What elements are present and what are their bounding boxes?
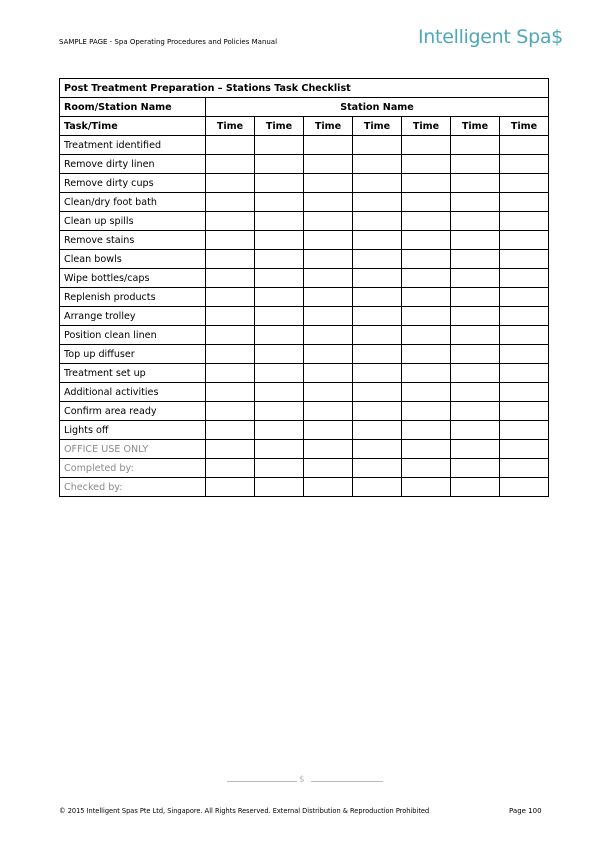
office-use-cell[interactable]	[255, 459, 304, 478]
page-number: Page 100	[509, 807, 542, 815]
time-entry-cell[interactable]	[500, 345, 549, 364]
time-entry-cell[interactable]	[206, 421, 255, 440]
time-entry-cell[interactable]	[206, 307, 255, 326]
time-entry-cell[interactable]	[451, 212, 500, 231]
time-entry-cell[interactable]	[304, 326, 353, 345]
time-entry-cell[interactable]	[206, 326, 255, 345]
table-row	[60, 478, 549, 497]
time-entry-cell[interactable]	[402, 383, 451, 402]
checklist-body	[60, 136, 549, 497]
time-entry-cell[interactable]	[304, 250, 353, 269]
office-use-cell[interactable]	[206, 478, 255, 497]
task-label: Treatment identified	[60, 136, 206, 155]
time-entry-cell[interactable]	[451, 421, 500, 440]
footer-divider-right	[311, 781, 383, 782]
table-row	[60, 193, 549, 212]
office-use-cell[interactable]	[255, 478, 304, 497]
station-name-header: Station Name	[206, 98, 549, 117]
time-entry-cell[interactable]	[402, 288, 451, 307]
office-use-cell[interactable]	[255, 440, 304, 459]
time-entry-cell[interactable]	[451, 193, 500, 212]
task-label: Lights off	[60, 421, 206, 440]
copyright-notice: © 2015 Intelligent Spas Pte Ltd, Singapore. All Rights Reserved. External Distribution & Reproduction Prohibited	[59, 807, 430, 815]
time-entry-cell[interactable]	[451, 402, 500, 421]
table-row	[60, 383, 549, 402]
office-use-cell[interactable]	[353, 478, 402, 497]
time-entry-cell[interactable]	[500, 364, 549, 383]
time-entry-cell[interactable]	[255, 307, 304, 326]
time-entry-cell[interactable]	[255, 250, 304, 269]
task-label: Replenish products	[60, 288, 206, 307]
table-row	[60, 288, 549, 307]
table-row	[60, 174, 549, 193]
time-entry-cell[interactable]	[206, 231, 255, 250]
time-entry-cell[interactable]	[353, 364, 402, 383]
time-entry-cell[interactable]	[304, 421, 353, 440]
office-use-cell[interactable]	[500, 478, 549, 497]
time-entry-cell[interactable]	[304, 269, 353, 288]
time-entry-cell[interactable]	[206, 383, 255, 402]
time-entry-cell[interactable]	[255, 364, 304, 383]
time-entry-cell[interactable]	[500, 212, 549, 231]
time-entry-cell[interactable]	[402, 307, 451, 326]
time-entry-cell[interactable]	[451, 269, 500, 288]
time-entry-cell[interactable]	[304, 231, 353, 250]
time-entry-cell[interactable]	[304, 174, 353, 193]
time-entry-cell[interactable]	[206, 193, 255, 212]
office-use-cell[interactable]	[402, 440, 451, 459]
table-row	[60, 326, 549, 345]
task-label: Clean up spills	[60, 212, 206, 231]
time-entry-cell[interactable]	[451, 155, 500, 174]
time-entry-cell[interactable]	[255, 231, 304, 250]
task-label: Additional activities	[60, 383, 206, 402]
time-column-header: Time	[402, 117, 451, 136]
time-entry-cell[interactable]	[451, 136, 500, 155]
time-entry-cell[interactable]	[402, 250, 451, 269]
task-label: Clean bowls	[60, 250, 206, 269]
office-use-cell[interactable]	[206, 459, 255, 478]
time-entry-cell[interactable]	[206, 174, 255, 193]
time-entry-cell[interactable]	[304, 402, 353, 421]
time-entry-cell[interactable]	[206, 364, 255, 383]
time-entry-cell[interactable]	[353, 136, 402, 155]
table-row	[60, 364, 549, 383]
table-row	[60, 269, 549, 288]
table-row	[60, 155, 549, 174]
table-row	[60, 440, 549, 459]
time-entry-cell[interactable]	[500, 193, 549, 212]
task-label: Treatment set up	[60, 364, 206, 383]
time-entry-cell[interactable]	[353, 193, 402, 212]
time-entry-cell[interactable]	[402, 212, 451, 231]
time-entry-cell[interactable]	[500, 307, 549, 326]
office-use-cell[interactable]	[500, 459, 549, 478]
checklist-title-row	[60, 79, 549, 98]
time-entry-cell[interactable]	[402, 193, 451, 212]
time-entry-cell[interactable]	[353, 383, 402, 402]
time-entry-cell[interactable]	[353, 155, 402, 174]
table-row	[60, 250, 549, 269]
time-entry-cell[interactable]	[402, 345, 451, 364]
time-column-header: Time	[304, 117, 353, 136]
time-entry-cell[interactable]	[353, 345, 402, 364]
dollar-icon: $	[299, 775, 305, 785]
time-entry-cell[interactable]	[451, 288, 500, 307]
time-column-header: Time	[206, 117, 255, 136]
time-entry-cell[interactable]	[500, 250, 549, 269]
time-entry-cell[interactable]	[255, 383, 304, 402]
table-row	[60, 345, 549, 364]
time-entry-cell[interactable]	[500, 231, 549, 250]
time-entry-cell[interactable]	[304, 345, 353, 364]
time-entry-cell[interactable]	[402, 326, 451, 345]
office-use-cell[interactable]	[304, 478, 353, 497]
checklist-title: Post Treatment Preparation – Stations Task Checklist	[60, 79, 549, 98]
time-entry-cell[interactable]	[451, 326, 500, 345]
time-entry-cell[interactable]	[353, 421, 402, 440]
time-entry-cell[interactable]	[402, 269, 451, 288]
time-entry-cell[interactable]	[500, 136, 549, 155]
stations-task-checklist	[59, 78, 549, 497]
time-column-header: Time	[451, 117, 500, 136]
office-use-cell[interactable]	[304, 440, 353, 459]
table-row	[60, 459, 549, 478]
time-entry-cell[interactable]	[353, 250, 402, 269]
task-label: Arrange trolley	[60, 307, 206, 326]
time-entry-cell[interactable]	[451, 231, 500, 250]
time-entry-cell[interactable]	[206, 269, 255, 288]
room-station-label: Room/Station Name	[60, 98, 206, 117]
time-entry-cell[interactable]	[402, 136, 451, 155]
table-row	[60, 212, 549, 231]
office-use-label: OFFICE USE ONLY	[60, 440, 206, 459]
task-label: Position clean linen	[60, 326, 206, 345]
footer-divider-left	[227, 781, 297, 782]
time-entry-cell[interactable]	[500, 326, 549, 345]
task-label: Wipe bottles/caps	[60, 269, 206, 288]
office-use-cell[interactable]	[451, 440, 500, 459]
time-entry-cell[interactable]	[402, 231, 451, 250]
time-entry-cell[interactable]	[255, 155, 304, 174]
time-entry-cell[interactable]	[304, 307, 353, 326]
time-entry-cell[interactable]	[500, 174, 549, 193]
time-entry-cell[interactable]	[500, 383, 549, 402]
time-entry-cell[interactable]	[255, 269, 304, 288]
office-use-cell[interactable]	[500, 440, 549, 459]
time-entry-cell[interactable]	[255, 345, 304, 364]
task-label: Clean/dry foot bath	[60, 193, 206, 212]
time-entry-cell[interactable]	[353, 269, 402, 288]
table-row	[60, 307, 549, 326]
time-entry-cell[interactable]	[353, 231, 402, 250]
company-logo: Intelligent Spa$	[418, 26, 563, 48]
time-entry-cell[interactable]	[255, 402, 304, 421]
time-entry-cell[interactable]	[304, 383, 353, 402]
time-entry-cell[interactable]	[500, 155, 549, 174]
time-entry-cell[interactable]	[500, 288, 549, 307]
time-entry-cell[interactable]	[206, 250, 255, 269]
room-station-row	[60, 98, 549, 117]
time-entry-cell[interactable]	[353, 402, 402, 421]
task-label: Remove stains	[60, 231, 206, 250]
time-entry-cell[interactable]	[206, 155, 255, 174]
document-header: SAMPLE PAGE - Spa Operating Procedures and Policies Manual	[59, 38, 278, 46]
time-entry-cell[interactable]	[451, 307, 500, 326]
time-entry-cell[interactable]	[304, 364, 353, 383]
time-entry-cell[interactable]	[304, 193, 353, 212]
time-column-header: Time	[353, 117, 402, 136]
task-time-header-row	[60, 117, 549, 136]
office-use-cell[interactable]	[402, 459, 451, 478]
time-entry-cell[interactable]	[255, 212, 304, 231]
time-entry-cell[interactable]	[304, 288, 353, 307]
time-entry-cell[interactable]	[255, 136, 304, 155]
time-entry-cell[interactable]	[206, 402, 255, 421]
time-entry-cell[interactable]	[353, 307, 402, 326]
time-entry-cell[interactable]	[304, 155, 353, 174]
office-use-cell[interactable]	[451, 478, 500, 497]
time-entry-cell[interactable]	[451, 250, 500, 269]
time-entry-cell[interactable]	[402, 155, 451, 174]
time-column-header: Time	[255, 117, 304, 136]
time-entry-cell[interactable]	[500, 402, 549, 421]
time-entry-cell[interactable]	[353, 174, 402, 193]
time-entry-cell[interactable]	[255, 193, 304, 212]
time-entry-cell[interactable]	[353, 212, 402, 231]
time-entry-cell[interactable]	[255, 421, 304, 440]
time-entry-cell[interactable]	[500, 421, 549, 440]
time-entry-cell[interactable]	[206, 136, 255, 155]
time-entry-cell[interactable]	[402, 421, 451, 440]
table-row	[60, 136, 549, 155]
office-use-cell[interactable]	[206, 440, 255, 459]
time-entry-cell[interactable]	[255, 174, 304, 193]
task-label: Remove dirty linen	[60, 155, 206, 174]
table-row	[60, 402, 549, 421]
time-column-header: Time	[500, 117, 549, 136]
time-entry-cell[interactable]	[500, 269, 549, 288]
time-entry-cell[interactable]	[353, 326, 402, 345]
task-label: Top up diffuser	[60, 345, 206, 364]
time-entry-cell[interactable]	[304, 136, 353, 155]
table-row	[60, 421, 549, 440]
office-use-cell[interactable]	[353, 440, 402, 459]
task-label: Remove dirty cups	[60, 174, 206, 193]
office-use-label: Completed by:	[60, 459, 206, 478]
time-entry-cell[interactable]	[402, 174, 451, 193]
time-entry-cell[interactable]	[206, 212, 255, 231]
office-use-cell[interactable]	[304, 459, 353, 478]
office-use-label: Checked by:	[60, 478, 206, 497]
office-use-cell[interactable]	[451, 459, 500, 478]
table-row	[60, 231, 549, 250]
time-entry-cell[interactable]	[353, 288, 402, 307]
task-label: Confirm area ready	[60, 402, 206, 421]
task-time-label: Task/Time	[60, 117, 206, 136]
office-use-cell[interactable]	[402, 478, 451, 497]
time-entry-cell[interactable]	[451, 383, 500, 402]
time-entry-cell[interactable]	[206, 288, 255, 307]
time-entry-cell[interactable]	[451, 174, 500, 193]
time-entry-cell[interactable]	[206, 345, 255, 364]
office-use-cell[interactable]	[353, 459, 402, 478]
time-entry-cell[interactable]	[451, 364, 500, 383]
time-entry-cell[interactable]	[255, 288, 304, 307]
time-entry-cell[interactable]	[304, 212, 353, 231]
time-entry-cell[interactable]	[451, 345, 500, 364]
time-entry-cell[interactable]	[255, 326, 304, 345]
time-entry-cell[interactable]	[402, 402, 451, 421]
time-entry-cell[interactable]	[402, 364, 451, 383]
